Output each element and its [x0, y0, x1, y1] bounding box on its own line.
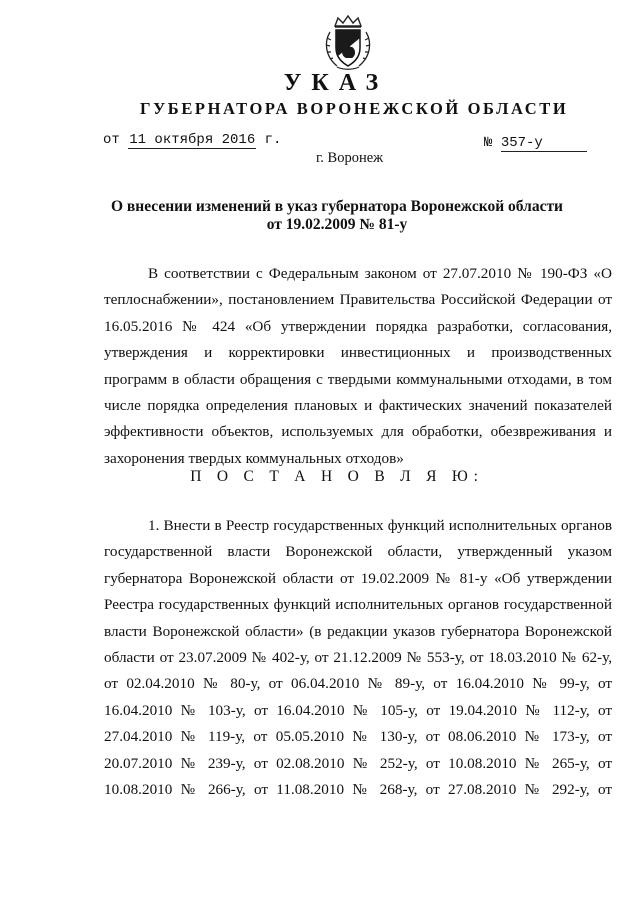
preamble-line: программ в области обращения с твердыми коммунальными отходами, в том: [104, 370, 612, 388]
item-line: Реестра государственных функций исполнительных органов государственной: [104, 596, 612, 614]
item-1-paragraph: [104, 513, 612, 803]
decree-word: П О С Т А Н О В Л Я Ю:: [190, 468, 484, 485]
document-number: [484, 135, 587, 152]
document-issuer: ГУБЕРНАТОРА ВОРОНЕЖСКОЙ ОБЛАСТИ: [140, 99, 569, 118]
preamble-line: утверждения и корректировки инвестиционных и производственных: [104, 344, 612, 362]
subject-line-2: от 19.02.2009 № 81-у: [266, 216, 408, 233]
document-city: г. Воронеж: [316, 150, 384, 166]
preamble-line: захоронения твердых коммунальных отходов»: [104, 449, 404, 467]
number-prefix: №: [484, 135, 493, 151]
preamble-line: теплоснабжении», постановлением Правительства Российской Федерации от: [104, 291, 612, 309]
document-subject: [0, 198, 640, 234]
preamble-paragraph: [104, 261, 612, 472]
date-value: 11 октября 2016: [129, 132, 256, 148]
preamble-line: В соответствии с Федеральным законом от 27.07.2010 № 190-ФЗ «О: [148, 265, 612, 282]
item-line: 1. Внести в Реестр государственных функций исполнительных органов: [148, 517, 612, 534]
item-line: 10.08.2010 № 266-у, от 11.08.2010 № 268-у, от 27.08.2010 № 292-у, от: [104, 781, 612, 799]
number-value: 357-у: [501, 135, 587, 152]
document-date: [103, 132, 281, 148]
date-prefix: от: [103, 132, 120, 148]
item-line: 20.07.2010 № 239-у, от 02.08.2010 № 252-у, от 10.08.2010 № 265-у, от: [104, 754, 612, 772]
item-line: 16.04.2010 № 103-у, от 16.04.2010 № 105-у, от 19.04.2010 № 112-у, от: [104, 701, 612, 719]
preamble-line: числе порядка определения плановых и фактических значений показателей: [104, 397, 612, 415]
subject-line-1: О внесении изменений в указ губернатора Воронежской области: [110, 198, 563, 215]
preamble-line: эффективности объектов, используемых для обработки, обезвреживания и: [104, 423, 612, 441]
date-suffix: г.: [264, 132, 282, 148]
item-line: 27.04.2010 № 119-у, от 05.05.2010 № 130-у, от 08.06.2010 № 173-у, от: [104, 728, 612, 746]
item-line: от 02.04.2010 № 80-у, от 06.04.2010 № 89-у, от 16.04.2010 № 99-у, от: [104, 675, 612, 693]
preamble-line: 16.05.2016 № 424 «Об утверждении порядка разработки, согласования,: [104, 317, 612, 335]
item-line: губернатора Воронежской области от 19.02.2009 № 81-у «Об утверждении: [104, 569, 612, 587]
item-line: области от 23.07.2009 № 402-у, от 21.12.2009 № 553-у, от 18.03.2010 № 62-у,: [104, 649, 612, 667]
coat-of-arms-icon: [321, 14, 375, 72]
item-line: государственной власти Воронежской области, утвержденный указом: [104, 543, 612, 561]
document-title: УКАЗ: [283, 70, 389, 96]
item-line: власти Воронежской области» (в редакции указов губернатора Воронежской: [104, 622, 612, 640]
